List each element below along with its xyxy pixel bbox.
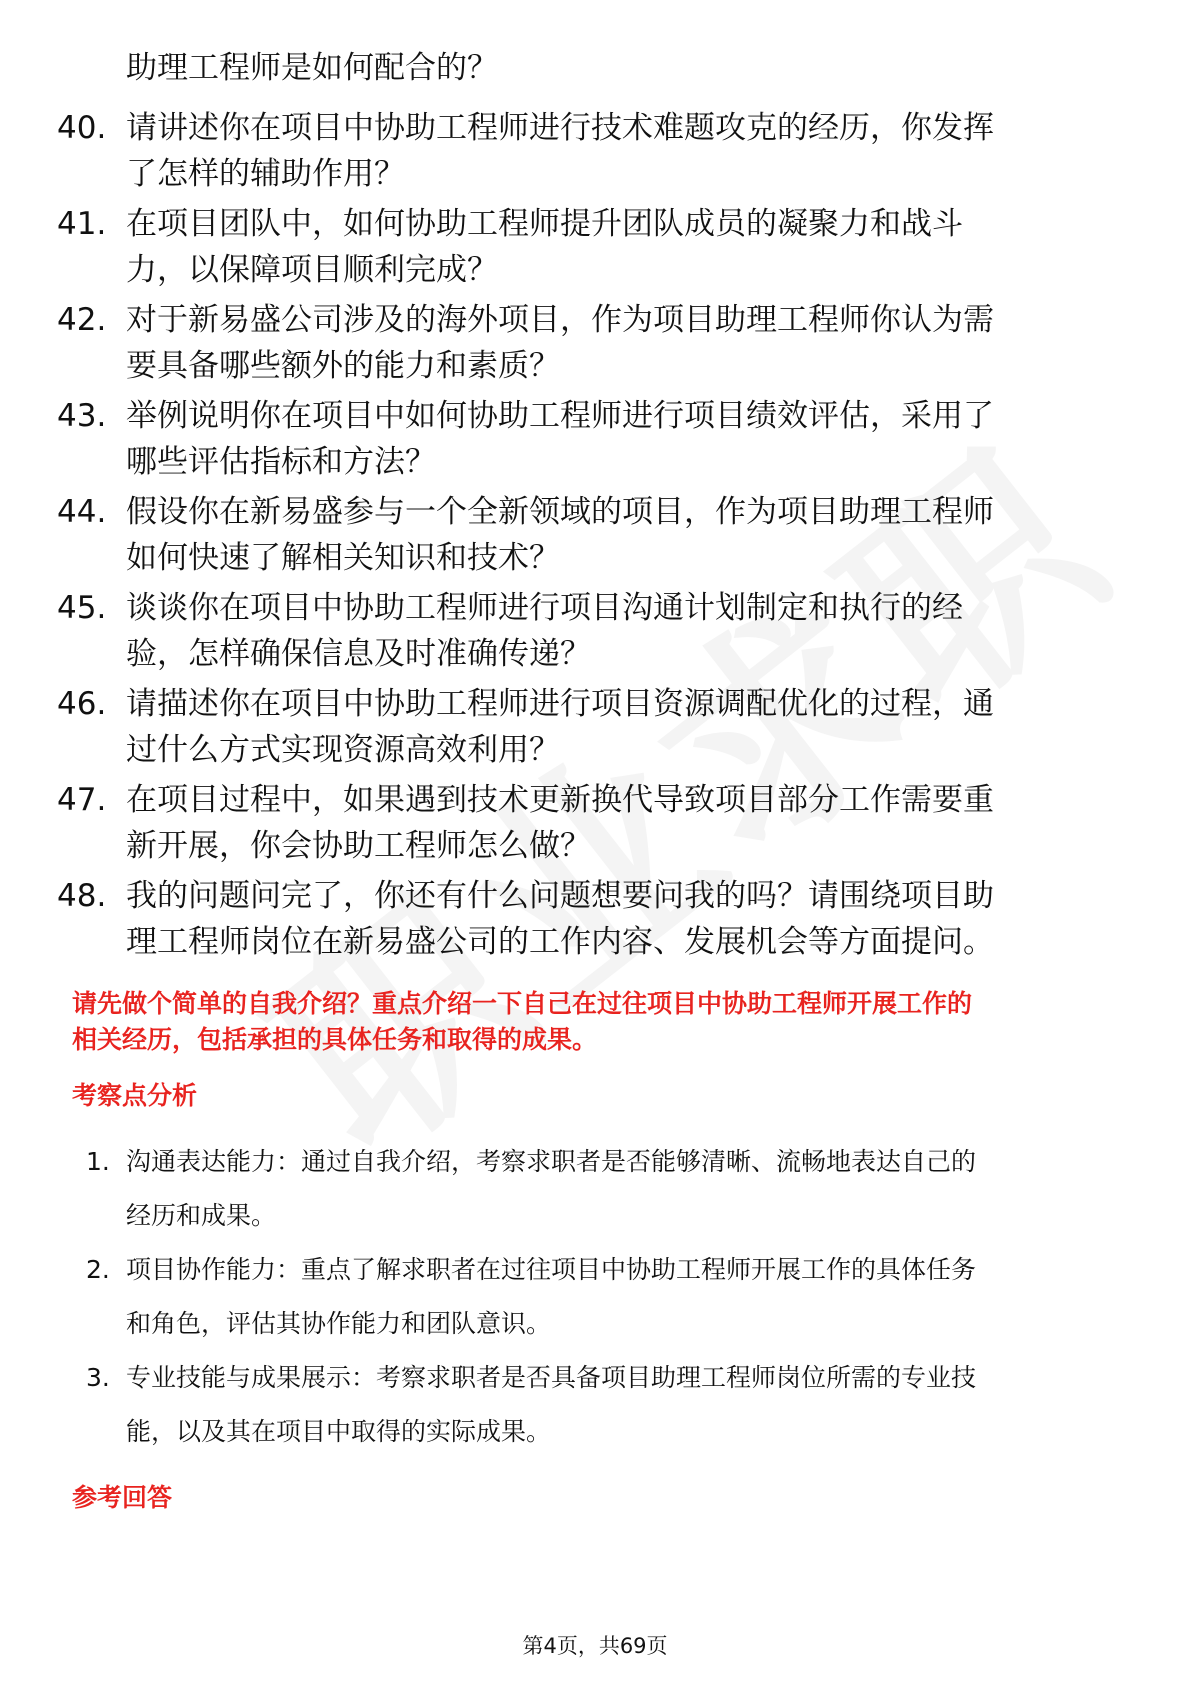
question-text: 我的问题问完了，你还有什么问题想要问我的吗？请围绕项目助 [126, 878, 994, 914]
question-number: 45. [57, 590, 107, 626]
question-text: 请讲述你在项目中协助工程师进行技术难题攻克的经历，你发挥 [126, 110, 994, 146]
question-text: 举例说明你在项目中如何协助工程师进行项目绩效评估，采用了 [126, 398, 994, 434]
question-text: 假设你在新易盛参与一个全新领域的项目，作为项目助理工程师 [126, 494, 994, 530]
question-number: 42. [57, 302, 107, 338]
question-number: 44. [57, 494, 107, 530]
question-text: 要具备哪些额外的能力和素质？ [126, 348, 560, 384]
question-text: 新开展，你会协助工程师怎么做？ [126, 828, 591, 864]
question-text: 理工程师岗位在新易盛公司的工作内容、发展机会等方面提问。 [126, 924, 994, 960]
question-text: 过什么方式实现资源高效利用？ [126, 732, 560, 768]
analysis-point-text: 和角色，评估其协作能力和团队意识。 [126, 1309, 552, 1338]
question-text: 了怎样的辅助作用？ [126, 156, 405, 192]
analysis-point-number: 3. [86, 1363, 110, 1392]
analysis-point-text: 专业技能与成果展示：考察求职者是否具备项目助理工程师岗位所需的专业技 [126, 1363, 977, 1392]
question-text: 对于新易盛公司涉及的海外项目，作为项目助理工程师你认为需 [126, 302, 994, 338]
reference-answer-title: 参考回答 [72, 1483, 173, 1512]
intro-question: 相关经历，包括承担的具体任务和取得的成果。 [72, 1025, 598, 1054]
analysis-point-number: 1. [86, 1147, 110, 1176]
question-text: 如何快速了解相关知识和技术？ [126, 540, 560, 576]
analysis-point-text: 能，以及其在项目中取得的实际成果。 [126, 1417, 552, 1446]
question-number: 46. [57, 686, 107, 722]
analysis-title: 考察点分析 [72, 1081, 198, 1110]
analysis-point-text: 项目协作能力：重点了解求职者在过往项目中协助工程师开展工作的具体任务 [126, 1255, 977, 1284]
question-continuation: 助理工程师是如何配合的？ [126, 50, 498, 86]
question-text: 谈谈你在项目中协助工程师进行项目沟通计划制定和执行的经 [126, 590, 963, 626]
question-number: 40. [57, 110, 107, 146]
analysis-point-number: 2. [86, 1255, 110, 1284]
page-number: 第4页，共69页 [522, 1634, 668, 1658]
analysis-point-text: 沟通表达能力：通过自我介绍，考察求职者是否能够清晰、流畅地表达自己的 [126, 1147, 977, 1176]
question-text: 哪些评估指标和方法？ [126, 444, 436, 480]
question-text: 在项目团队中，如何协助工程师提升团队成员的凝聚力和战斗 [126, 206, 963, 242]
question-number: 47. [57, 782, 107, 818]
question-number: 48. [57, 878, 107, 914]
question-number: 41. [57, 206, 107, 242]
analysis-point-text: 经历和成果。 [126, 1201, 277, 1230]
question-text: 在项目过程中，如果遇到技术更新换代导致项目部分工作需要重 [126, 782, 994, 818]
question-number: 43. [57, 398, 107, 434]
question-text: 验，怎样确保信息及时准确传递？ [126, 636, 591, 672]
intro-question: 请先做个简单的自我介绍？重点介绍一下自己在过往项目中协助工程师开展工作的 [72, 989, 973, 1018]
question-text: 力，以保障项目顺利完成？ [126, 252, 498, 288]
question-text: 请描述你在项目中协助工程师进行项目资源调配优化的过程，通 [126, 686, 994, 722]
